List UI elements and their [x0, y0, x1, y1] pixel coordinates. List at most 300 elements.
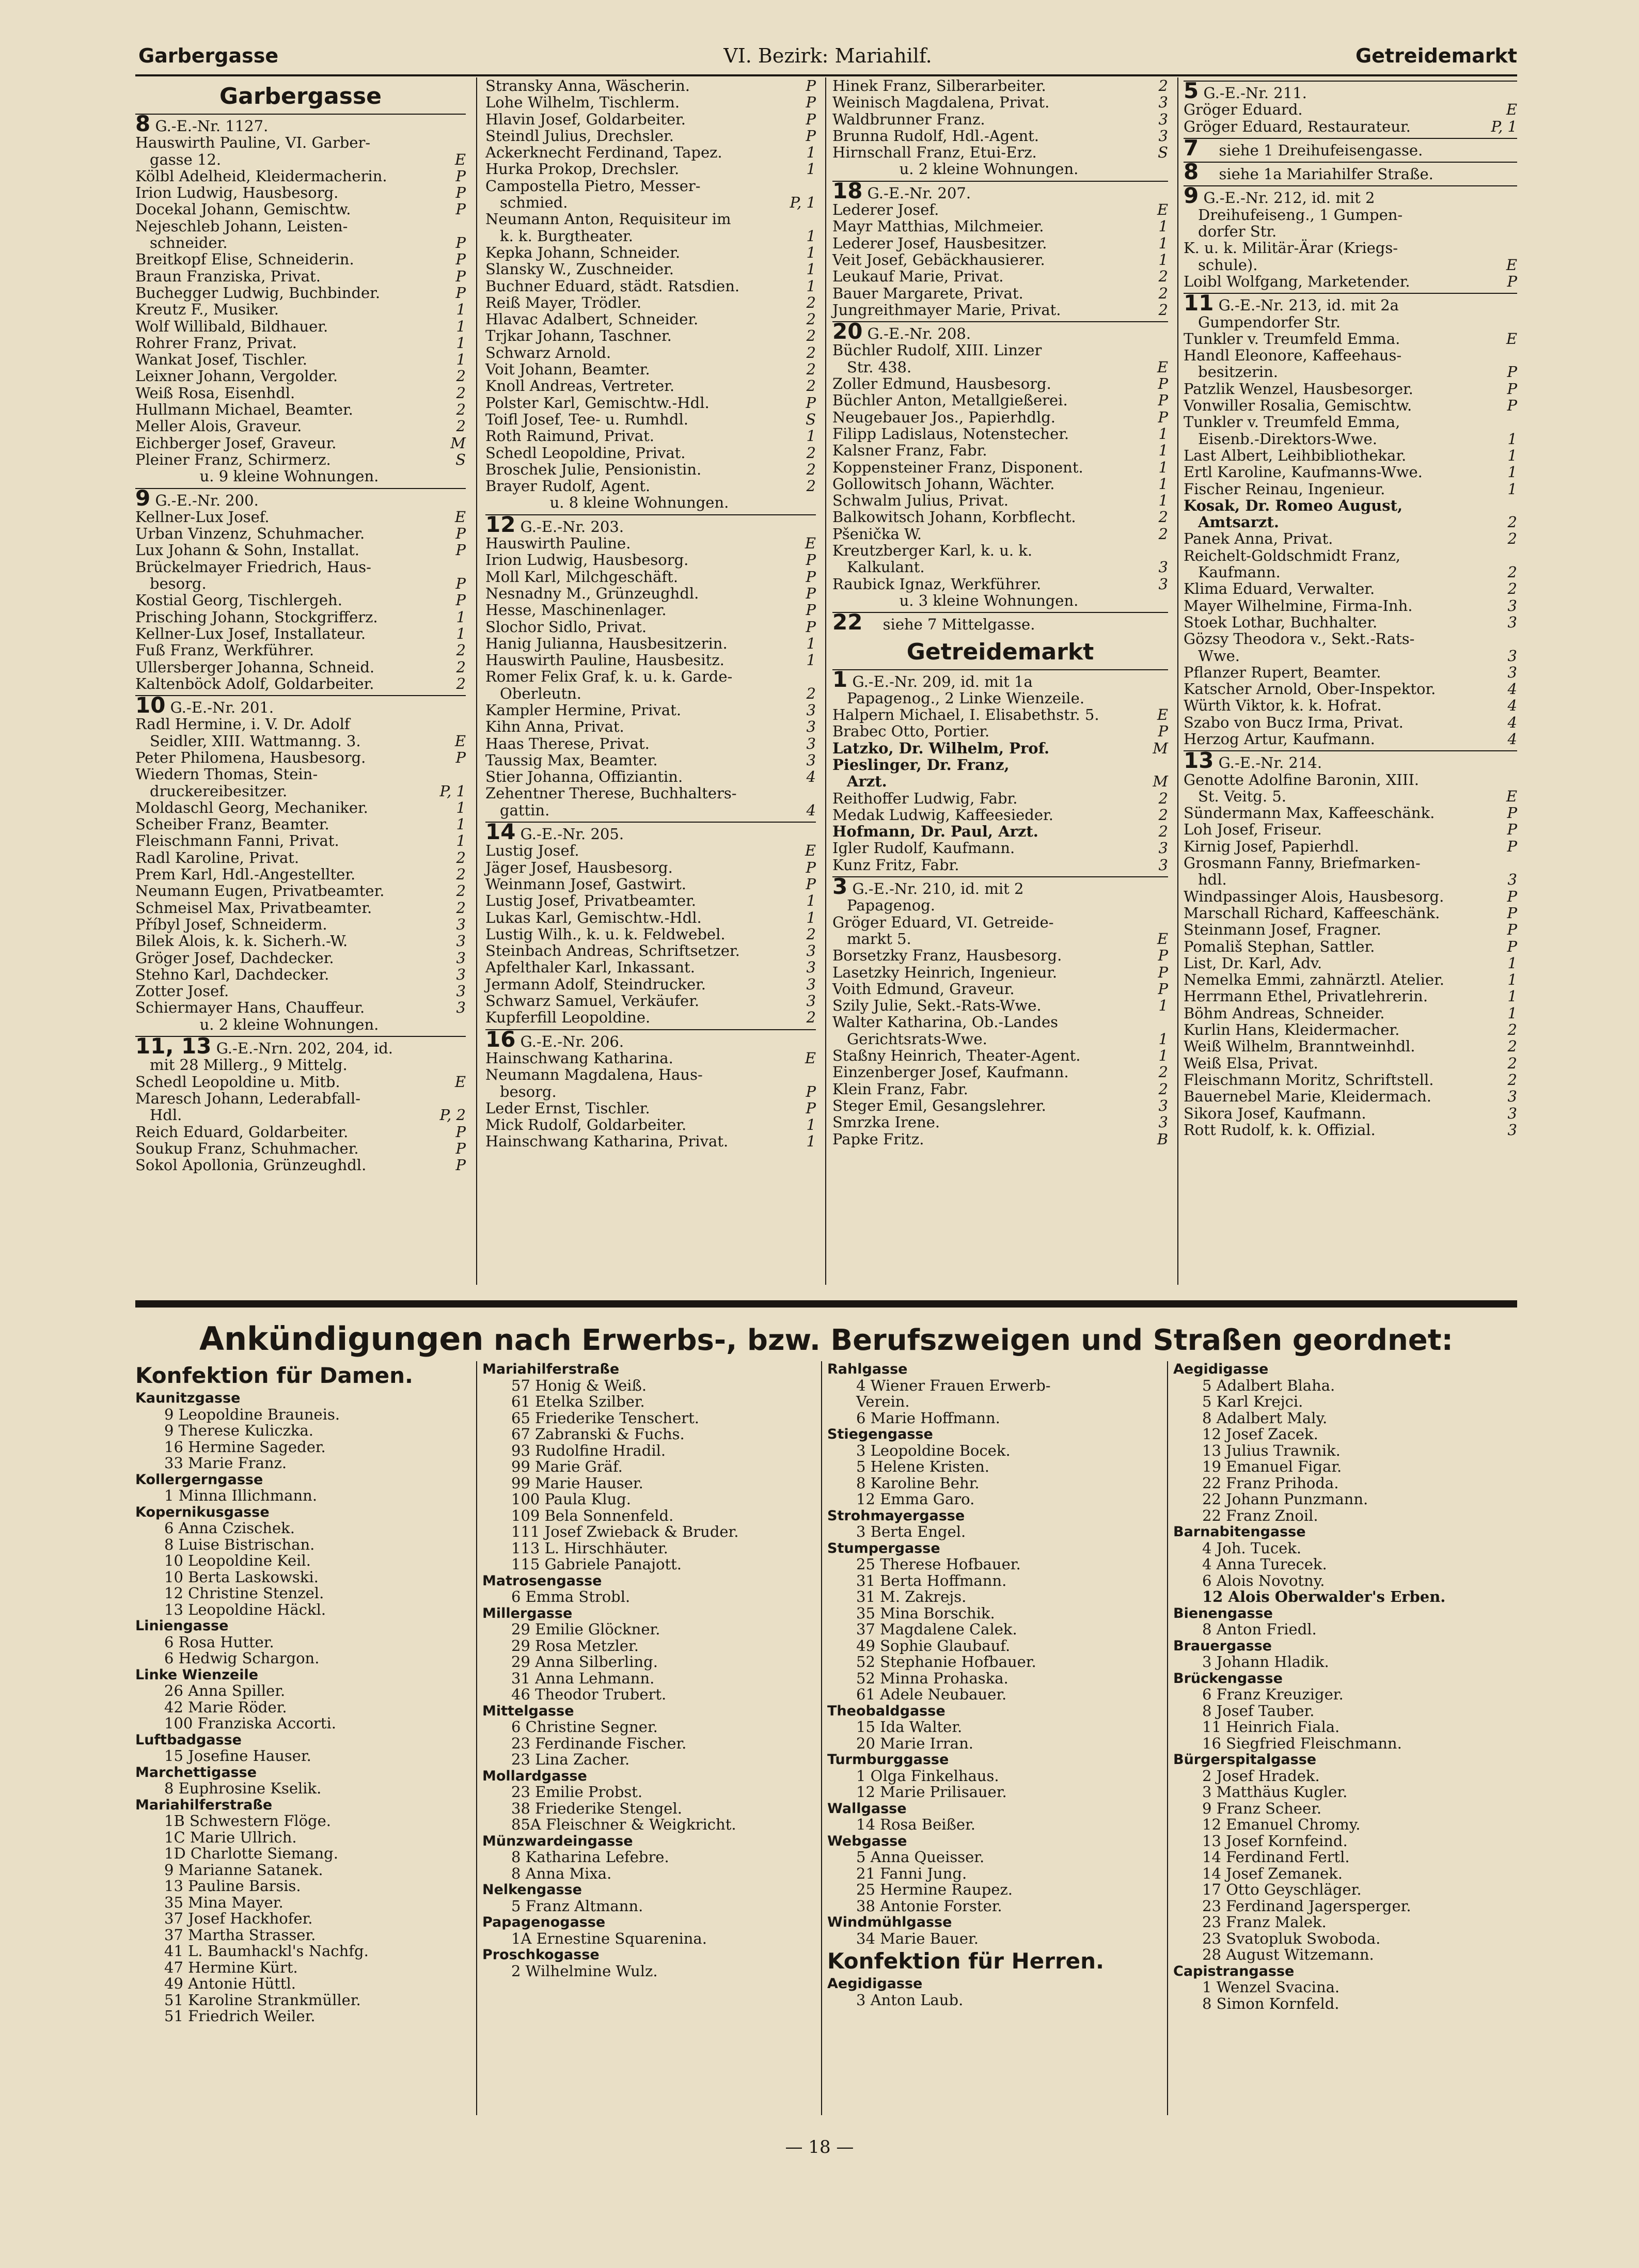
- resident-entry: [1184, 530, 1517, 547]
- ad-entry: 3 Berta Engel.: [856, 1523, 966, 1540]
- resident-entry: [1184, 1038, 1517, 1054]
- resident-name: Weiß Elsa, Privat.: [1184, 1054, 1318, 1072]
- resident-entry: [1184, 223, 1517, 240]
- resident-entry: [832, 201, 1168, 218]
- ad-entry: 28 August Witzemann.: [1202, 1946, 1374, 1963]
- resident-name: Wiedern Thomas, Stein-: [135, 765, 318, 783]
- resident-name: Böhm Andreas, Schneider.: [1184, 1004, 1385, 1022]
- resident-name: Handl Eleonore, Kaffeehaus-: [1184, 346, 1402, 365]
- resident-name: Lustig Wilh., k. u. k. Feldwebel.: [485, 925, 726, 943]
- resident-name: Marschall Richard, Kaffeeschänk.: [1184, 904, 1440, 922]
- ad-entry: 3 Anton Laub.: [856, 1991, 964, 2009]
- resident-name: Hullmann Michael, Beamter.: [135, 401, 353, 419]
- resident-entry: [1184, 921, 1517, 938]
- resident-name: Radl Hermine, i. V. Dr. Adolf: [135, 715, 350, 733]
- resident-name: Mick Rudolf, Goldarbeiter.: [485, 1116, 687, 1134]
- ad-entry: 31 M. Zakrejs.: [856, 1588, 967, 1605]
- floor-marker: E: [1506, 787, 1517, 805]
- ad-entry: 16 Hermine Sageder.: [164, 1438, 326, 1456]
- ad-street: Barnabitengasse: [1173, 1524, 1306, 1540]
- resident-entry: [1184, 648, 1517, 664]
- ad-street: Windmühlgasse: [827, 1914, 952, 1930]
- ad-entry: 6 Christine Segner.: [511, 1718, 658, 1736]
- floor-marker: E: [454, 508, 466, 526]
- resident-name: Pšenička W.: [832, 525, 922, 543]
- resident-entry: [832, 375, 1168, 392]
- resident-entry: [1184, 101, 1517, 118]
- resident-entry: [135, 201, 466, 217]
- resident-entry: [135, 525, 466, 542]
- floor-marker: P: [455, 525, 466, 543]
- resident-name: Wankat Josef, Tischler.: [135, 351, 308, 369]
- floor-marker: P: [1158, 408, 1168, 426]
- resident-name: Kosak, Dr. Romeo August,: [1184, 496, 1403, 514]
- floor-marker: 1: [806, 260, 816, 278]
- resident-entry: [135, 151, 466, 168]
- floor-marker: 1: [1158, 250, 1168, 269]
- ad-street: Aegidigasse: [827, 1976, 923, 1992]
- floor-marker: P: [1507, 397, 1517, 415]
- resident-name: Brabec Otto, Portier.: [832, 722, 990, 741]
- floor-marker: 2: [1507, 1054, 1517, 1072]
- column-divider: [476, 1361, 477, 2115]
- resident-name: Hainschwang Katharina, Privat.: [485, 1132, 729, 1151]
- ad-entry: 31 Berta Hoffmann.: [856, 1571, 1007, 1589]
- floor-marker: 2: [1158, 823, 1168, 841]
- resident-entry: [135, 642, 466, 658]
- ad-entry: 6 Marie Hoffmann.: [856, 1409, 1000, 1427]
- resident-name: Hinek Franz, Silberarbeiter.: [832, 77, 1046, 94]
- floor-marker: 2: [1507, 530, 1517, 548]
- resident-entry: [135, 1107, 466, 1123]
- floor-marker: 2: [1158, 806, 1168, 824]
- resident-entry: [1184, 955, 1517, 971]
- resident-entry: [135, 285, 466, 301]
- land-registry-number: G.-E.-Nr. 201.: [165, 699, 274, 717]
- resident-entry: [485, 94, 816, 111]
- floor-marker: 3: [456, 949, 466, 967]
- floor-marker: 2: [1158, 789, 1168, 807]
- resident-name: Leixner Johann, Vergolder.: [135, 367, 338, 385]
- ad-street: Millergasse: [482, 1605, 573, 1621]
- floor-marker: P: [455, 200, 466, 218]
- resident-entry: [832, 302, 1168, 318]
- resident-name: Sokol Apollonia, Grünzeughdl.: [135, 1156, 367, 1174]
- announcements-banner: [135, 1321, 1517, 1357]
- resident-name: gasse 12.: [150, 150, 222, 168]
- floor-marker: 2: [456, 417, 466, 435]
- ad-street: Stumpergasse: [827, 1540, 940, 1556]
- resident-name: Jungreithmayer Marie, Privat.: [832, 301, 1061, 319]
- resident-name: Herrmann Ethel, Privatlehrerin.: [1184, 987, 1428, 1005]
- ad-entry: 5 Helene Kristen.: [856, 1458, 990, 1475]
- floor-marker: 1: [1158, 475, 1168, 493]
- house-number: 9: [1184, 183, 1199, 209]
- resident-name: Klima Eduard, Verwalter.: [1184, 580, 1375, 598]
- floor-marker: 2: [1158, 1063, 1168, 1081]
- resident-entry: [485, 619, 816, 635]
- floor-marker: 2: [1507, 1021, 1517, 1039]
- ad-entry: 3 Leopoldine Bocek.: [856, 1441, 1011, 1459]
- ad-street: Mariahilferstraße: [135, 1797, 273, 1813]
- resident-name: Loibl Wolfgang, Marketender.: [1184, 272, 1410, 290]
- resident-entry: [1184, 314, 1517, 330]
- resident-entry: [135, 509, 466, 525]
- resident-name: besitzerin.: [1198, 363, 1279, 381]
- resident-entry: [832, 964, 1168, 981]
- house-number-header: [1184, 78, 1517, 103]
- ad-entry: 109 Bela Sonnenfeld.: [511, 1506, 674, 1524]
- floor-marker: E: [1157, 706, 1168, 724]
- resident-name: Rohrer Franz, Privat.: [135, 334, 297, 352]
- ad-street: Turmburggasse: [827, 1752, 949, 1768]
- ad-entry: 1 Minna Illichmann.: [164, 1487, 318, 1504]
- resident-entry: [135, 609, 466, 625]
- floor-marker: 2: [1507, 513, 1517, 531]
- land-registry-number: G.-E.-Nr. 210, id. mit 2: [847, 880, 1024, 898]
- house-number-header: [1184, 159, 1517, 185]
- resident-entry: [135, 966, 466, 983]
- ad-entry: 100 Paula Klug.: [511, 1490, 631, 1508]
- resident-entry: [135, 1157, 466, 1173]
- resident-name: Braun Franziska, Privat.: [135, 267, 321, 285]
- ad-entry: 22 Johann Punzmann.: [1202, 1490, 1368, 1508]
- floor-marker: 1: [806, 908, 816, 926]
- resident-name: Zoller Edmund, Hausbesorg.: [832, 375, 1051, 393]
- street-title: Getreidemarkt: [906, 638, 1094, 665]
- resident-name: Waldbrunner Franz.: [832, 110, 985, 128]
- resident-entry: [832, 981, 1168, 997]
- ad-street: Brauergasse: [1173, 1637, 1272, 1654]
- floor-marker: 2: [1158, 77, 1168, 94]
- ad-entry: 1 Olga Finkelhaus.: [856, 1767, 999, 1785]
- resident-entry: [832, 442, 1168, 459]
- ad-entry: 23 Ferdinand Jagersperger.: [1202, 1897, 1411, 1915]
- resident-name: schule).: [1198, 256, 1258, 274]
- ad-entry: Verein.: [856, 1393, 910, 1410]
- resident-name: Kreutzberger Karl, k. u. k.: [832, 542, 1033, 560]
- resident-entry: [832, 235, 1168, 251]
- running-header: [138, 44, 1517, 73]
- floor-marker: 1: [456, 832, 466, 850]
- floor-marker: 4: [1507, 730, 1517, 748]
- house-number: 11, 13: [135, 1033, 212, 1059]
- ad-entry: 5 Franz Altmann.: [511, 1897, 643, 1915]
- floor-marker: 1: [456, 608, 466, 626]
- header-left: Garbergasse: [138, 44, 279, 67]
- resident-name: Schedl Leopoldine, Privat.: [485, 444, 686, 462]
- floor-marker: 1: [806, 227, 816, 245]
- resident-entry: [135, 318, 466, 335]
- small-apartments-note: u. 2 kleine Wohnungen.: [199, 1015, 379, 1033]
- resident-entry: [485, 768, 816, 785]
- resident-name: Igler Rudolf, Kaufmann.: [832, 839, 1015, 857]
- floor-marker: P: [806, 93, 816, 112]
- ad-entry: 52 Minna Prohaska.: [856, 1669, 1008, 1687]
- resident-entry: [485, 876, 816, 892]
- floor-marker: 3: [1507, 1121, 1517, 1139]
- floor-marker: 1: [806, 243, 816, 261]
- floor-marker: P: [455, 1139, 466, 1157]
- resident-name: Kellner-Lux Josef.: [135, 508, 270, 526]
- resident-name: Halpern Michael, I. Elisabethstr. 5.: [832, 706, 1099, 724]
- floor-marker: 1: [1158, 458, 1168, 476]
- resident-entry: [485, 635, 816, 652]
- house-number-header: [485, 511, 816, 537]
- resident-entry: [1184, 347, 1517, 364]
- resident-entry: [485, 842, 816, 859]
- resident-name: Steger Emil, Gesangslehrer.: [832, 1096, 1046, 1114]
- ad-entry: 8 Simon Kornfeld.: [1202, 1994, 1339, 2012]
- resident-entry: [832, 77, 1168, 94]
- resident-entry: [485, 311, 816, 327]
- resident-name: Gerichtsrats-Wwe.: [847, 1030, 987, 1048]
- resident-entry: [832, 1031, 1168, 1047]
- resident-entry: [832, 559, 1168, 575]
- floor-marker: M: [1153, 773, 1168, 791]
- ad-entry: 111 Josef Zwieback & Bruder.: [511, 1523, 739, 1540]
- header-rule: [135, 74, 1517, 76]
- column-divider: [1167, 1361, 1168, 2115]
- resident-entry: [1184, 397, 1517, 414]
- floor-marker: P: [806, 1082, 816, 1100]
- floor-marker: 1: [806, 1116, 816, 1134]
- ad-entry: 23 Franz Malek.: [1202, 1913, 1327, 1931]
- ad-entry: 8 Katharina Lefebre.: [511, 1848, 669, 1866]
- ad-entry: 5 Adalbert Blaha.: [1202, 1376, 1335, 1394]
- column-divider: [825, 77, 826, 1285]
- ad-entry: 3 Matthäus Kugler.: [1202, 1783, 1348, 1801]
- house-number-header: [135, 1033, 466, 1059]
- resident-name: besorg.: [150, 575, 207, 593]
- ad-entry: 8 Karoline Behr.: [856, 1474, 980, 1492]
- floor-marker: 1: [456, 351, 466, 369]
- house-number: 22: [832, 609, 863, 635]
- floor-marker: E: [454, 1073, 466, 1091]
- floor-marker: P: [1158, 375, 1168, 393]
- resident-name: Bilek Alois, k. k. Sicherh.-W.: [135, 932, 348, 950]
- resident-name: Gröger Eduard, Restaurateur.: [1184, 117, 1411, 135]
- resident-entry: [832, 840, 1168, 856]
- resident-entry: [485, 942, 816, 959]
- floor-marker: 3: [456, 982, 466, 1000]
- column-divider: [821, 1361, 822, 2115]
- ad-street: Kollergerngasse: [135, 1471, 263, 1488]
- resident-entry: [1184, 564, 1517, 580]
- resident-entry: [1184, 631, 1517, 647]
- resident-name: Peter Philomena, Hausbesorg.: [135, 748, 366, 766]
- resident-name: Latzko, Dr. Wilhelm, Prof.: [832, 739, 1050, 757]
- resident-name: Jäger Josef, Hausbesorg.: [485, 858, 673, 876]
- resident-entry: [1184, 481, 1517, 497]
- resident-name: Kupferfill Leopoldine.: [485, 1009, 651, 1027]
- resident-entry: [832, 492, 1168, 509]
- ad-entry: 37 Magdalene Calek.: [856, 1620, 1017, 1638]
- floor-marker: P: [1507, 380, 1517, 398]
- resident-entry: [135, 675, 466, 692]
- resident-name: Lustig Josef.: [485, 842, 579, 860]
- ad-entry: 57 Honig & Weiß.: [511, 1376, 647, 1394]
- resident-name: Seidler, XIII. Wattmanng. 3.: [150, 732, 361, 750]
- floor-marker: 3: [1158, 575, 1168, 593]
- resident-name: Hirnschall Franz, Etui-Erz.: [832, 144, 1037, 162]
- resident-name: Pleiner Franz, Schirmerz.: [135, 450, 331, 468]
- ad-entry: 4 Wiener Frauen Erwerb-: [856, 1376, 1051, 1394]
- resident-name: Lohe Wilhelm, Tischlerm.: [485, 93, 680, 112]
- floor-marker: 2: [806, 444, 816, 462]
- resident-name: besorg.: [500, 1082, 557, 1100]
- floor-marker: E: [1157, 358, 1168, 376]
- floor-marker: P: [455, 184, 466, 202]
- floor-marker: 1: [1158, 234, 1168, 252]
- resident-entry: [485, 569, 816, 585]
- floor-marker: 3: [1507, 613, 1517, 631]
- resident-entry: [485, 602, 816, 618]
- land-registry-number: G.-E.-Nr. 200.: [150, 491, 259, 509]
- resident-name: Koppensteiner Franz, Disponent.: [832, 458, 1083, 476]
- ads-column-1: [135, 1361, 476, 2025]
- resident-entry: [485, 244, 816, 261]
- ad-entry: 12 Christine Stenzel.: [164, 1584, 324, 1602]
- resident-entry: [135, 916, 466, 933]
- resident-name: Hauswirth Pauline, Hausbesitz.: [485, 651, 724, 669]
- resident-entry: [832, 392, 1168, 408]
- floor-marker: 1: [456, 317, 466, 335]
- house-number: 13: [1184, 748, 1214, 774]
- resident-name: hdl.: [1198, 871, 1227, 889]
- resident-entry: [1184, 431, 1517, 447]
- floor-marker: 1: [456, 301, 466, 319]
- resident-name: Ackerknecht Ferdinand, Tapez.: [485, 144, 722, 162]
- resident-entry: [485, 702, 816, 718]
- resident-entry: [832, 111, 1168, 128]
- floor-marker: 2: [806, 925, 816, 943]
- ad-street: Luftbadgasse: [135, 1731, 242, 1748]
- resident-name: Romer Felix Graf, k. u. k. Garde-: [485, 668, 733, 686]
- resident-name: Tunkler v. Treumfeld Emma,: [1184, 413, 1400, 431]
- floor-marker: 1: [806, 634, 816, 652]
- resident-entry: [135, 401, 466, 418]
- floor-marker: P: [1158, 722, 1168, 741]
- floor-marker: P: [806, 618, 816, 636]
- resident-entry: [1184, 938, 1517, 955]
- ad-entry: 52 Stephanie Hofbauer.: [856, 1653, 1036, 1671]
- header-center: VI. Bezirk: Mariahilf.: [723, 44, 932, 67]
- resident-entry: [135, 999, 466, 1016]
- resident-name: Walter Katharina, Ob.-Landes: [832, 1013, 1059, 1031]
- floor-marker: 3: [806, 942, 816, 960]
- resident-entry: [485, 411, 816, 428]
- resident-name: Medak Ludwig, Kaffeesieder.: [832, 806, 1053, 824]
- resident-name: Kepka Johann, Schneider.: [485, 243, 681, 261]
- resident-entry: [1184, 257, 1517, 273]
- resident-name: Radl Karoline, Privat.: [135, 848, 300, 867]
- floor-marker: 2: [806, 360, 816, 379]
- resident-entry: [485, 535, 816, 552]
- ad-entry: 115 Gabriele Panajott.: [511, 1555, 682, 1573]
- ad-entry: 23 Emilie Probst.: [511, 1783, 643, 1801]
- ad-entry: 17 Otto Geyschläger.: [1202, 1881, 1362, 1898]
- resident-entry: [832, 1131, 1168, 1147]
- resident-name: Lukas Karl, Gemischtw.-Hdl.: [485, 908, 702, 926]
- resident-name: Weiß Wilhelm, Branntweinhdl.: [1184, 1037, 1415, 1056]
- floor-marker: 1: [1158, 492, 1168, 510]
- resident-entry: [135, 1057, 466, 1073]
- resident-name: Lederer Josef, Hausbesitzer.: [832, 234, 1047, 252]
- house-number-header: [832, 666, 1168, 692]
- resident-name: Loh Josef, Friseur.: [1184, 821, 1322, 839]
- resident-entry: [485, 211, 816, 227]
- house-number: 8: [135, 111, 151, 136]
- resident-name: Kihn Anna, Privat.: [485, 718, 624, 736]
- resident-entry: [832, 947, 1168, 964]
- resident-name: Polster Karl, Gemischtw.-Hdl.: [485, 393, 710, 412]
- resident-name: Schwalm Julius, Privat.: [832, 492, 1008, 510]
- resident-entry: [485, 128, 816, 144]
- resident-entry: [1184, 1088, 1517, 1105]
- resident-entry: [135, 234, 466, 251]
- ad-entry: 23 Ferdinande Fischer.: [511, 1734, 687, 1752]
- floor-marker: P: [806, 127, 816, 145]
- ad-entry: 4 Joh. Tucek.: [1202, 1539, 1302, 1557]
- resident-entry: [1184, 514, 1517, 530]
- floor-marker: 1: [456, 334, 466, 352]
- resident-name: Lustig Josef, Privatbeamter.: [485, 892, 696, 910]
- ad-entry: 9 Franz Scheer.: [1202, 1799, 1322, 1817]
- ad-entry: 113 L. Hirschhäuter.: [511, 1539, 668, 1557]
- floor-marker: 3: [806, 958, 816, 976]
- house-number-header: [1184, 748, 1517, 774]
- ad-entry: 12 Emma Garo.: [856, 1490, 975, 1508]
- resident-name: Neumann Eugen, Privatbeamter.: [135, 882, 385, 900]
- resident-entry: [832, 757, 1168, 773]
- resident-name: Schiermayer Hans, Chauffeur.: [135, 999, 365, 1017]
- resident-name: Nejeschleb Johann, Leisten-: [135, 217, 348, 235]
- house-number-header: [1184, 135, 1517, 161]
- floor-marker: P: [806, 551, 816, 569]
- floor-marker: 2: [806, 377, 816, 395]
- resident-entry: [1184, 1105, 1517, 1122]
- ad-entry: 23 Svatopluk Swoboda.: [1202, 1929, 1381, 1947]
- floor-marker: 2: [1507, 1037, 1517, 1056]
- resident-name: Staßny Heinrich, Theater-Agent.: [832, 1047, 1081, 1065]
- resident-name: Reich Eduard, Goldarbeiter.: [135, 1123, 349, 1141]
- resident-entry: [1184, 1021, 1517, 1038]
- resident-entry: [1184, 580, 1517, 597]
- resident-entry: [485, 278, 816, 294]
- resident-name: Last Albert, Leihbibliothekar.: [1184, 446, 1407, 464]
- ad-entry: 47 Hermine Kürt.: [164, 1958, 298, 1976]
- resident-entry: [135, 268, 466, 285]
- resident-entry: [832, 931, 1168, 947]
- resident-entry: [832, 1114, 1168, 1130]
- resident-entry: [135, 435, 466, 451]
- floor-marker: P, 1: [1491, 117, 1517, 135]
- ad-entry: 12 Josef Zacek.: [1202, 1425, 1318, 1443]
- resident-name: Neumann Anton, Requisiteur im: [485, 210, 731, 228]
- resident-entry: [832, 823, 1168, 840]
- resident-entry: [135, 849, 466, 866]
- resident-entry: [135, 592, 466, 608]
- ad-entry: 49 Antonie Hüttl.: [164, 1975, 296, 1992]
- resident-name: Hainschwang Katharina.: [485, 1049, 673, 1067]
- resident-name: Pieslinger, Dr. Franz,: [832, 755, 1010, 774]
- resident-entry: [485, 959, 816, 975]
- floor-marker: P: [806, 584, 816, 602]
- floor-marker: 1: [806, 277, 816, 295]
- resident-entry: [832, 1097, 1168, 1114]
- resident-name: Apfelthaler Karl, Inkassant.: [485, 958, 695, 976]
